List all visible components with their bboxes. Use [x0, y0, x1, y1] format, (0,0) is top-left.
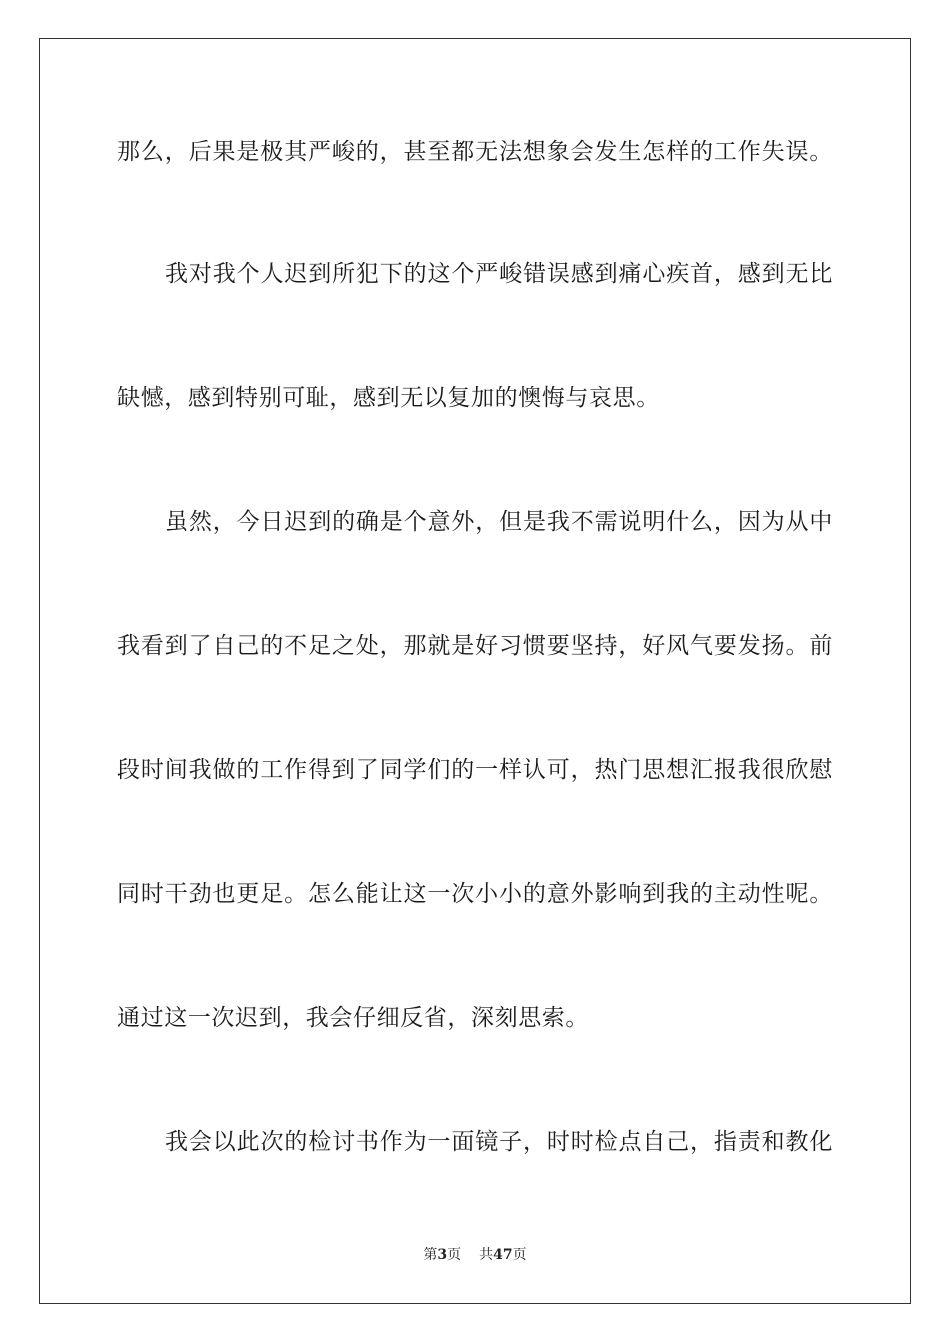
page-footer — [0, 1246, 950, 1264]
total-suffix: 页 — [512, 1247, 527, 1263]
page-border — [39, 38, 911, 1304]
total-pages: 47 — [493, 1247, 513, 1263]
text-line-7: 同时干劲也更足。怎么能让这一次小小的意外影响到我的主动性呢。 — [117, 881, 833, 907]
total-prefix: 共 — [479, 1247, 494, 1263]
text-line-9: 我会以此次的检讨书作为一面镜子，时时检点自己，指责和教化 — [165, 1129, 833, 1155]
text-line-8: 通过这一次迟到，我会仔细反省，深刻思索。 — [117, 1005, 589, 1031]
text-line-2: 我对我个人迟到所犯下的这个严峻错误感到痛心疾首，感到无比 — [165, 261, 833, 287]
text-line-4: 虽然，今日迟到的确是个意外，但是我不需说明什么，因为从中 — [165, 509, 833, 535]
text-line-3: 缺憾，感到特别可耻，感到无以复加的懊悔与哀思。 — [117, 385, 660, 411]
page-suffix: 页 — [447, 1247, 462, 1263]
page-number: 3 — [437, 1247, 448, 1263]
text-line-5: 我看到了自己的不足之处，那就是好习惯要坚持，好风气要发扬。前 — [117, 633, 833, 659]
page-prefix: 第 — [423, 1247, 438, 1263]
text-line-6: 段时间我做的工作得到了同学们的一样认可，热门思想汇报我很欣慰 — [117, 757, 833, 783]
text-line-1: 那么，后果是极其严峻的，甚至都无法想象会发生怎样的工作失误。 — [117, 139, 833, 165]
